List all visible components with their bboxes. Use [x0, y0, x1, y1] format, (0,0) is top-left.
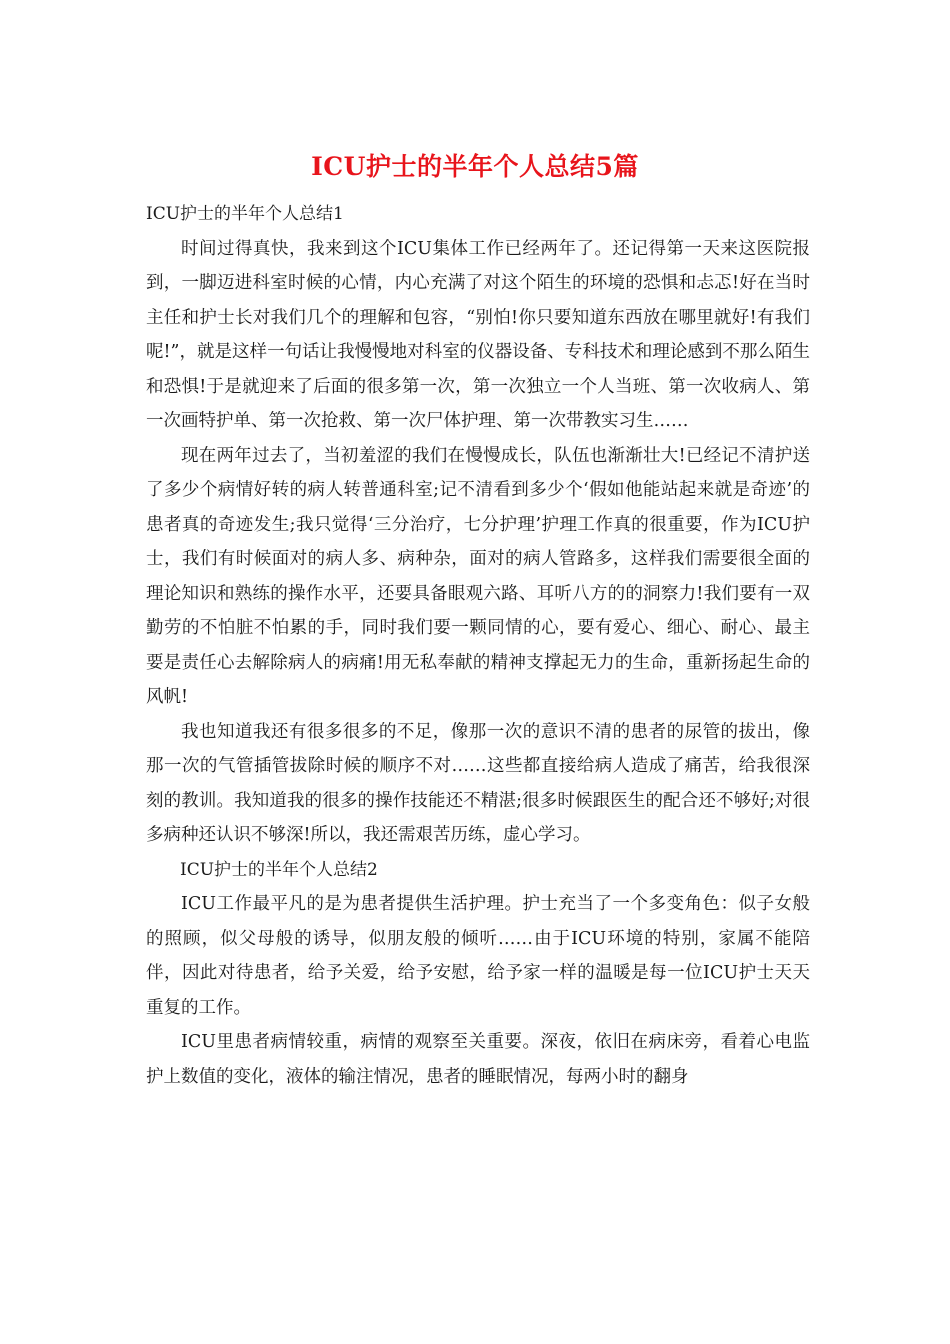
- section-heading-1: ICU护士的半年个人总结1: [146, 204, 344, 224]
- paragraph-4: ICU工作最平凡的是为患者提供生活护理。护士充当了一个多变角色：似子女般的照顾，似父母般的诱导，似朋友般的倾听……由于ICU环境的特别，家属不能陪伴，因此对待患者，给予关爱，给予安慰，给予家一样的温暖是每一位ICU护士天天重复的工作。: [146, 894, 810, 1018]
- document-body: [146, 197, 810, 1094]
- paragraph-1: 时间过得真快，我来到这个ICU集体工作已经两年了。还记得第一天来这医院报到，一脚迈进科室时候的心情，内心充满了对这个陌生的环境的恐惧和忐忑!好在当时主任和护士长对我们几个的理解和包容，“别怕!你只要知道东西放在哪里就好!有我们呢!”，就是这样一句话让我慢慢地对科室的仪器设备、专科技术和理论感到不那么陌生和恐惧!于是就迎来了后面的很多第一次，第一次独立一个人当班、第一次收病人、第一次画特护单、第一次抢救、第一次尸体护理、第一次带教实习生……: [146, 238, 810, 431]
- paragraph-5: ICU里患者病情较重，病情的观察至关重要。深夜，依旧在病床旁，看着心电监护上数值的变化，液体的输注情况，患者的睡眠情况，每两小时的翻身: [146, 1032, 810, 1087]
- paragraph-3: 我也知道我还有很多很多的不足，像那一次的意识不清的患者的尿管的拔出，像那一次的气管插管拔除时候的顺序不对……这些都直接给病人造成了痛苦，给我很深刻的教训。我知道我的很多的操作技能还不精湛;很多时候跟医生的配合还不够好;对很多病种还认识不够深!所以，我还需艰苦历练，虚心学习。: [146, 721, 810, 845]
- paragraph-2: 现在两年过去了，当初羞涩的我们在慢慢成长，队伍也渐渐壮大!已经记不清护送了多少个病情好转的病人转普通科室;记不清看到多少个‘假如他能站起来就是奇迹’的患者真的奇迹发生;我只觉得‘三分治疗，七分护理’护理工作真的很重要，作为ICU护士，我们有时候面对的病人多、病种杂，面对的病人管路多，这样我们需要很全面的理论知识和熟练的操作水平，还要具备眼观六路、耳听八方的的洞察力!我们要有一双勤劳的不怕脏不怕累的手，同时我们要一颗同情的心，要有爱心、细心、耐心、最主要是责任心去解除病人的病痛!用无私奉献的精神支撑起无力的生命，重新扬起生命的风帆!: [146, 445, 810, 707]
- section-heading-2: ICU护士的半年个人总结2: [180, 859, 378, 880]
- document-title: ICU护士的半年个人总结5篇: [311, 152, 639, 181]
